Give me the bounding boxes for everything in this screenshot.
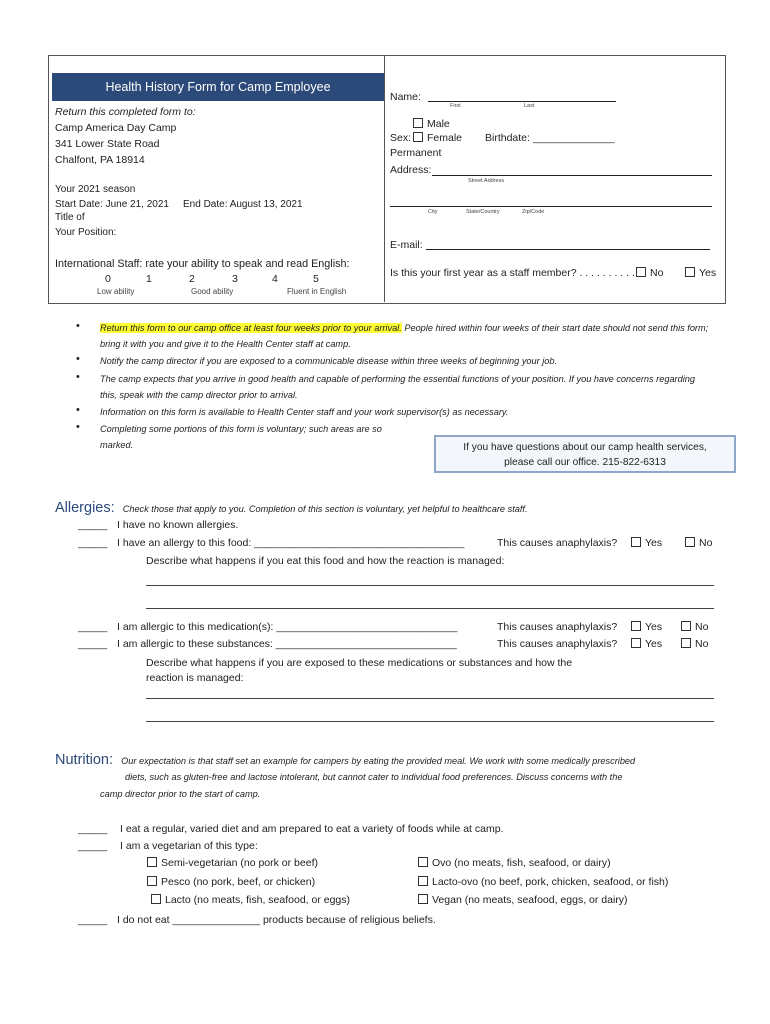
bullet-icon: • <box>76 404 80 416</box>
first-year-no-label: No <box>650 267 664 279</box>
bullet-icon: • <box>76 371 80 383</box>
vegetarian-blank[interactable]: _____ <box>78 840 108 852</box>
end-date: End Date: August 13, 2021 <box>183 199 303 210</box>
medication-no-checkbox[interactable] <box>681 621 691 631</box>
first-year-question: Is this your first year as a staff member? . . . . . . . . . . <box>390 267 635 279</box>
substances-yes-checkbox[interactable] <box>631 638 641 648</box>
bullet-icon: • <box>76 320 80 332</box>
address-line-1: Camp America Day Camp <box>55 122 177 134</box>
food-no-checkbox[interactable] <box>685 537 695 547</box>
scale-1[interactable]: 1 <box>146 273 152 285</box>
scale-5[interactable]: 5 <box>313 273 319 285</box>
bullet-5b: marked. <box>100 440 134 450</box>
email-label: E-mail: <box>390 239 423 251</box>
medication-blank[interactable]: _____ <box>78 621 108 633</box>
first-year-yes[interactable] <box>685 267 716 279</box>
regular-diet: I eat a regular, varied diet and am prepared to eat a variety of foods while at camp. <box>120 823 504 835</box>
female-checkbox[interactable] <box>413 132 423 142</box>
street-label: Street Address <box>468 178 505 184</box>
zip-label: Zip/Code <box>522 209 545 215</box>
lacto-ovo-option[interactable] <box>418 876 668 888</box>
substances-anaphylaxis-no[interactable] <box>681 638 708 650</box>
lacto-ovo-label: Lacto-ovo (no beef, pork, chicken, seafood, or fish) <box>432 876 669 888</box>
first-year-no[interactable] <box>636 267 663 279</box>
medication-yes-label: Yes <box>645 621 663 633</box>
return-label: Return this completed form to: <box>55 106 196 118</box>
address-line-3: Chalfont, PA 18914 <box>55 154 145 166</box>
title-of-label: Title of <box>55 212 85 223</box>
medication-field[interactable]: I am allergic to this medication(s): _______________________________ <box>117 621 458 633</box>
medication-anaphylaxis-no[interactable] <box>681 621 708 633</box>
callout-line-2: please call our office. 215-822-6313 <box>504 457 666 468</box>
scale-label-fluent: Fluent in English <box>287 287 347 296</box>
bullet-4: Information on this form is available to Health Center staff and your work supervisor(s) as necessary. <box>100 407 509 417</box>
lacto-checkbox[interactable] <box>151 894 161 904</box>
substances-no-label: No <box>695 638 709 650</box>
address-line-2: 341 Lower State Road <box>55 138 160 150</box>
ovo-option[interactable] <box>418 857 611 869</box>
no-known-blank[interactable]: _____ <box>78 519 108 531</box>
contact-callout <box>434 435 736 473</box>
first-year-yes-checkbox[interactable] <box>685 267 695 277</box>
female-label: Female <box>427 132 463 144</box>
food-describe: Describe what happens if you eat this food and how the reaction is managed: <box>146 555 505 567</box>
food-anaphylaxis-no[interactable] <box>685 537 712 549</box>
male-option[interactable] <box>413 118 450 130</box>
first-label: First <box>450 103 461 109</box>
start-date: Start Date: June 21, 2021 <box>55 199 169 210</box>
vegetarian-label: I am a vegetarian of this type: <box>120 840 258 852</box>
season-label: Your 2021 season <box>55 184 136 195</box>
permanent-label: Permanent <box>390 147 442 159</box>
food-allergy-field[interactable]: I have an allergy to this food: ____________________________________ <box>117 537 465 549</box>
medication-anaphylaxis-q: This causes anaphylaxis? <box>497 621 618 633</box>
medication-no-label: No <box>695 621 709 633</box>
lacto-label: Lacto (no meats, fish, seafood, or eggs) <box>165 894 351 906</box>
first-year-yes-label: Yes <box>699 267 717 279</box>
bullet-1-rest: People hired within four weeks of their start date should not send this form; bring it with you and give it to the Health Center staff at camp. <box>100 323 709 349</box>
first-year-no-checkbox[interactable] <box>636 267 646 277</box>
bullet-1-highlight: Return this form to our camp office at least four weeks prior to your arrival. <box>100 323 402 333</box>
scale-label-low: Low ability <box>97 287 135 296</box>
pesco-checkbox[interactable] <box>147 876 157 886</box>
email-field[interactable] <box>426 249 710 250</box>
substances-yes-label: Yes <box>645 638 663 650</box>
scale-2[interactable]: 2 <box>189 273 195 285</box>
substances-no-checkbox[interactable] <box>681 638 691 648</box>
ovo-checkbox[interactable] <box>418 857 428 867</box>
medication-describe-1: Describe what happens if you are exposed to these medications or substances and how the <box>146 657 573 669</box>
substances-anaphylaxis-yes[interactable] <box>631 638 662 650</box>
regular-diet-blank[interactable]: _____ <box>78 823 108 835</box>
female-option[interactable] <box>413 132 462 144</box>
bullet-icon: • <box>76 353 80 365</box>
header-divider <box>384 55 385 302</box>
food-describe-line-2[interactable] <box>146 608 714 609</box>
semi-vegetarian-option[interactable] <box>147 857 318 869</box>
medication-yes-checkbox[interactable] <box>631 621 641 631</box>
food-yes-checkbox[interactable] <box>631 537 641 547</box>
pesco-option[interactable] <box>147 876 315 888</box>
food-no-label: No <box>699 537 713 549</box>
vegan-checkbox[interactable] <box>418 894 428 904</box>
medication-describe-line-1[interactable] <box>146 698 714 699</box>
lacto-option[interactable] <box>151 894 350 906</box>
bullet-icon: • <box>76 421 80 433</box>
bullet-5a: Completing some portions of this form is voluntary; such areas are so <box>100 424 382 434</box>
city-label: City <box>428 209 438 215</box>
medication-describe-line-2[interactable] <box>146 721 714 722</box>
bullet-3: The camp expects that you arrive in good health and capable of performing the essential functions of your position. If you have concerns regarding this, speak with the camp director prior to arrival. <box>100 374 695 400</box>
nutrition-note-2: diets, such as gluten-free and lactose intolerant, but cannot cater to individual food preferences. Discuss concerns with the <box>125 772 623 782</box>
food-yes-label: Yes <box>645 537 663 549</box>
bullet-2: Notify the camp director if you are exposed to a communicable disease within three weeks of beginning your job. <box>100 356 558 366</box>
semi-vegetarian-checkbox[interactable] <box>147 857 157 867</box>
nutrition-heading: Nutrition: <box>55 752 114 768</box>
state-label: State/Country <box>466 209 500 215</box>
religious-blank[interactable]: _____ <box>78 914 108 926</box>
last-label: Last <box>524 103 535 109</box>
intl-staff-prompt: International Staff: rate your ability to speak and read English: <box>55 258 350 270</box>
form-title: Health History Form for Camp Employee <box>52 73 384 101</box>
name-field[interactable] <box>428 101 616 102</box>
position-label: Your Position: <box>55 227 117 238</box>
allergies-note: Check those that apply to you. Completion of this section is voluntary, yet helpful to healthcare staff. <box>122 504 528 514</box>
birthdate-field[interactable]: Birthdate: ______________ <box>485 132 615 144</box>
male-label: Male <box>427 118 450 130</box>
food-anaphylaxis-yes[interactable] <box>631 537 662 549</box>
pesco-label: Pesco (no pork, beef, or chicken) <box>161 876 316 888</box>
male-checkbox[interactable] <box>413 118 423 128</box>
no-known-allergies: I have no known allergies. <box>117 519 239 531</box>
bullet-1 <box>100 320 712 352</box>
substances-anaphylaxis-q: This causes anaphylaxis? <box>497 638 618 650</box>
medication-anaphylaxis-yes[interactable] <box>631 621 662 633</box>
nutrition-note-3: camp director prior to the start of camp. <box>100 789 261 799</box>
allergies-section <box>55 500 528 516</box>
ovo-label: Ovo (no meats, fish, seafood, or dairy) <box>432 857 611 869</box>
semi-vegetarian-label: Semi-vegetarian (no pork or beef) <box>161 857 318 869</box>
scale-3[interactable]: 3 <box>232 273 238 285</box>
vegan-option[interactable] <box>418 894 628 906</box>
substances-field[interactable]: I am allergic to these substances: _______________________________ <box>117 638 457 650</box>
street-field[interactable] <box>432 175 712 176</box>
medication-describe-2: reaction is managed: <box>146 672 244 684</box>
allergies-heading: Allergies: <box>55 500 115 516</box>
name-label: Name: <box>390 91 421 103</box>
substances-blank[interactable]: _____ <box>78 638 108 650</box>
religious-field[interactable]: I do not eat _______________ products because of religious beliefs. <box>117 914 436 926</box>
scale-4[interactable]: 4 <box>272 273 278 285</box>
food-anaphylaxis-q: This causes anaphylaxis? <box>497 537 618 549</box>
scale-0[interactable]: 0 <box>105 273 111 285</box>
nutrition-note-1: Our expectation is that staff set an example for campers by eating the provided meal. We work with some medically prescribed <box>121 756 636 766</box>
vegan-label: Vegan (no meats, seafood, eggs, or dairy) <box>432 894 628 906</box>
city-state-zip-field[interactable] <box>390 206 712 207</box>
address-label: Address: <box>390 164 432 176</box>
lacto-ovo-checkbox[interactable] <box>418 876 428 886</box>
callout-line-1: If you have questions about our camp health services, <box>463 442 707 453</box>
sex-label: Sex: <box>390 132 412 144</box>
food-describe-line-1[interactable] <box>146 585 714 586</box>
food-allergy-blank[interactable]: _____ <box>78 537 108 549</box>
nutrition-section <box>55 752 635 768</box>
scale-label-good: Good ability <box>191 287 234 296</box>
